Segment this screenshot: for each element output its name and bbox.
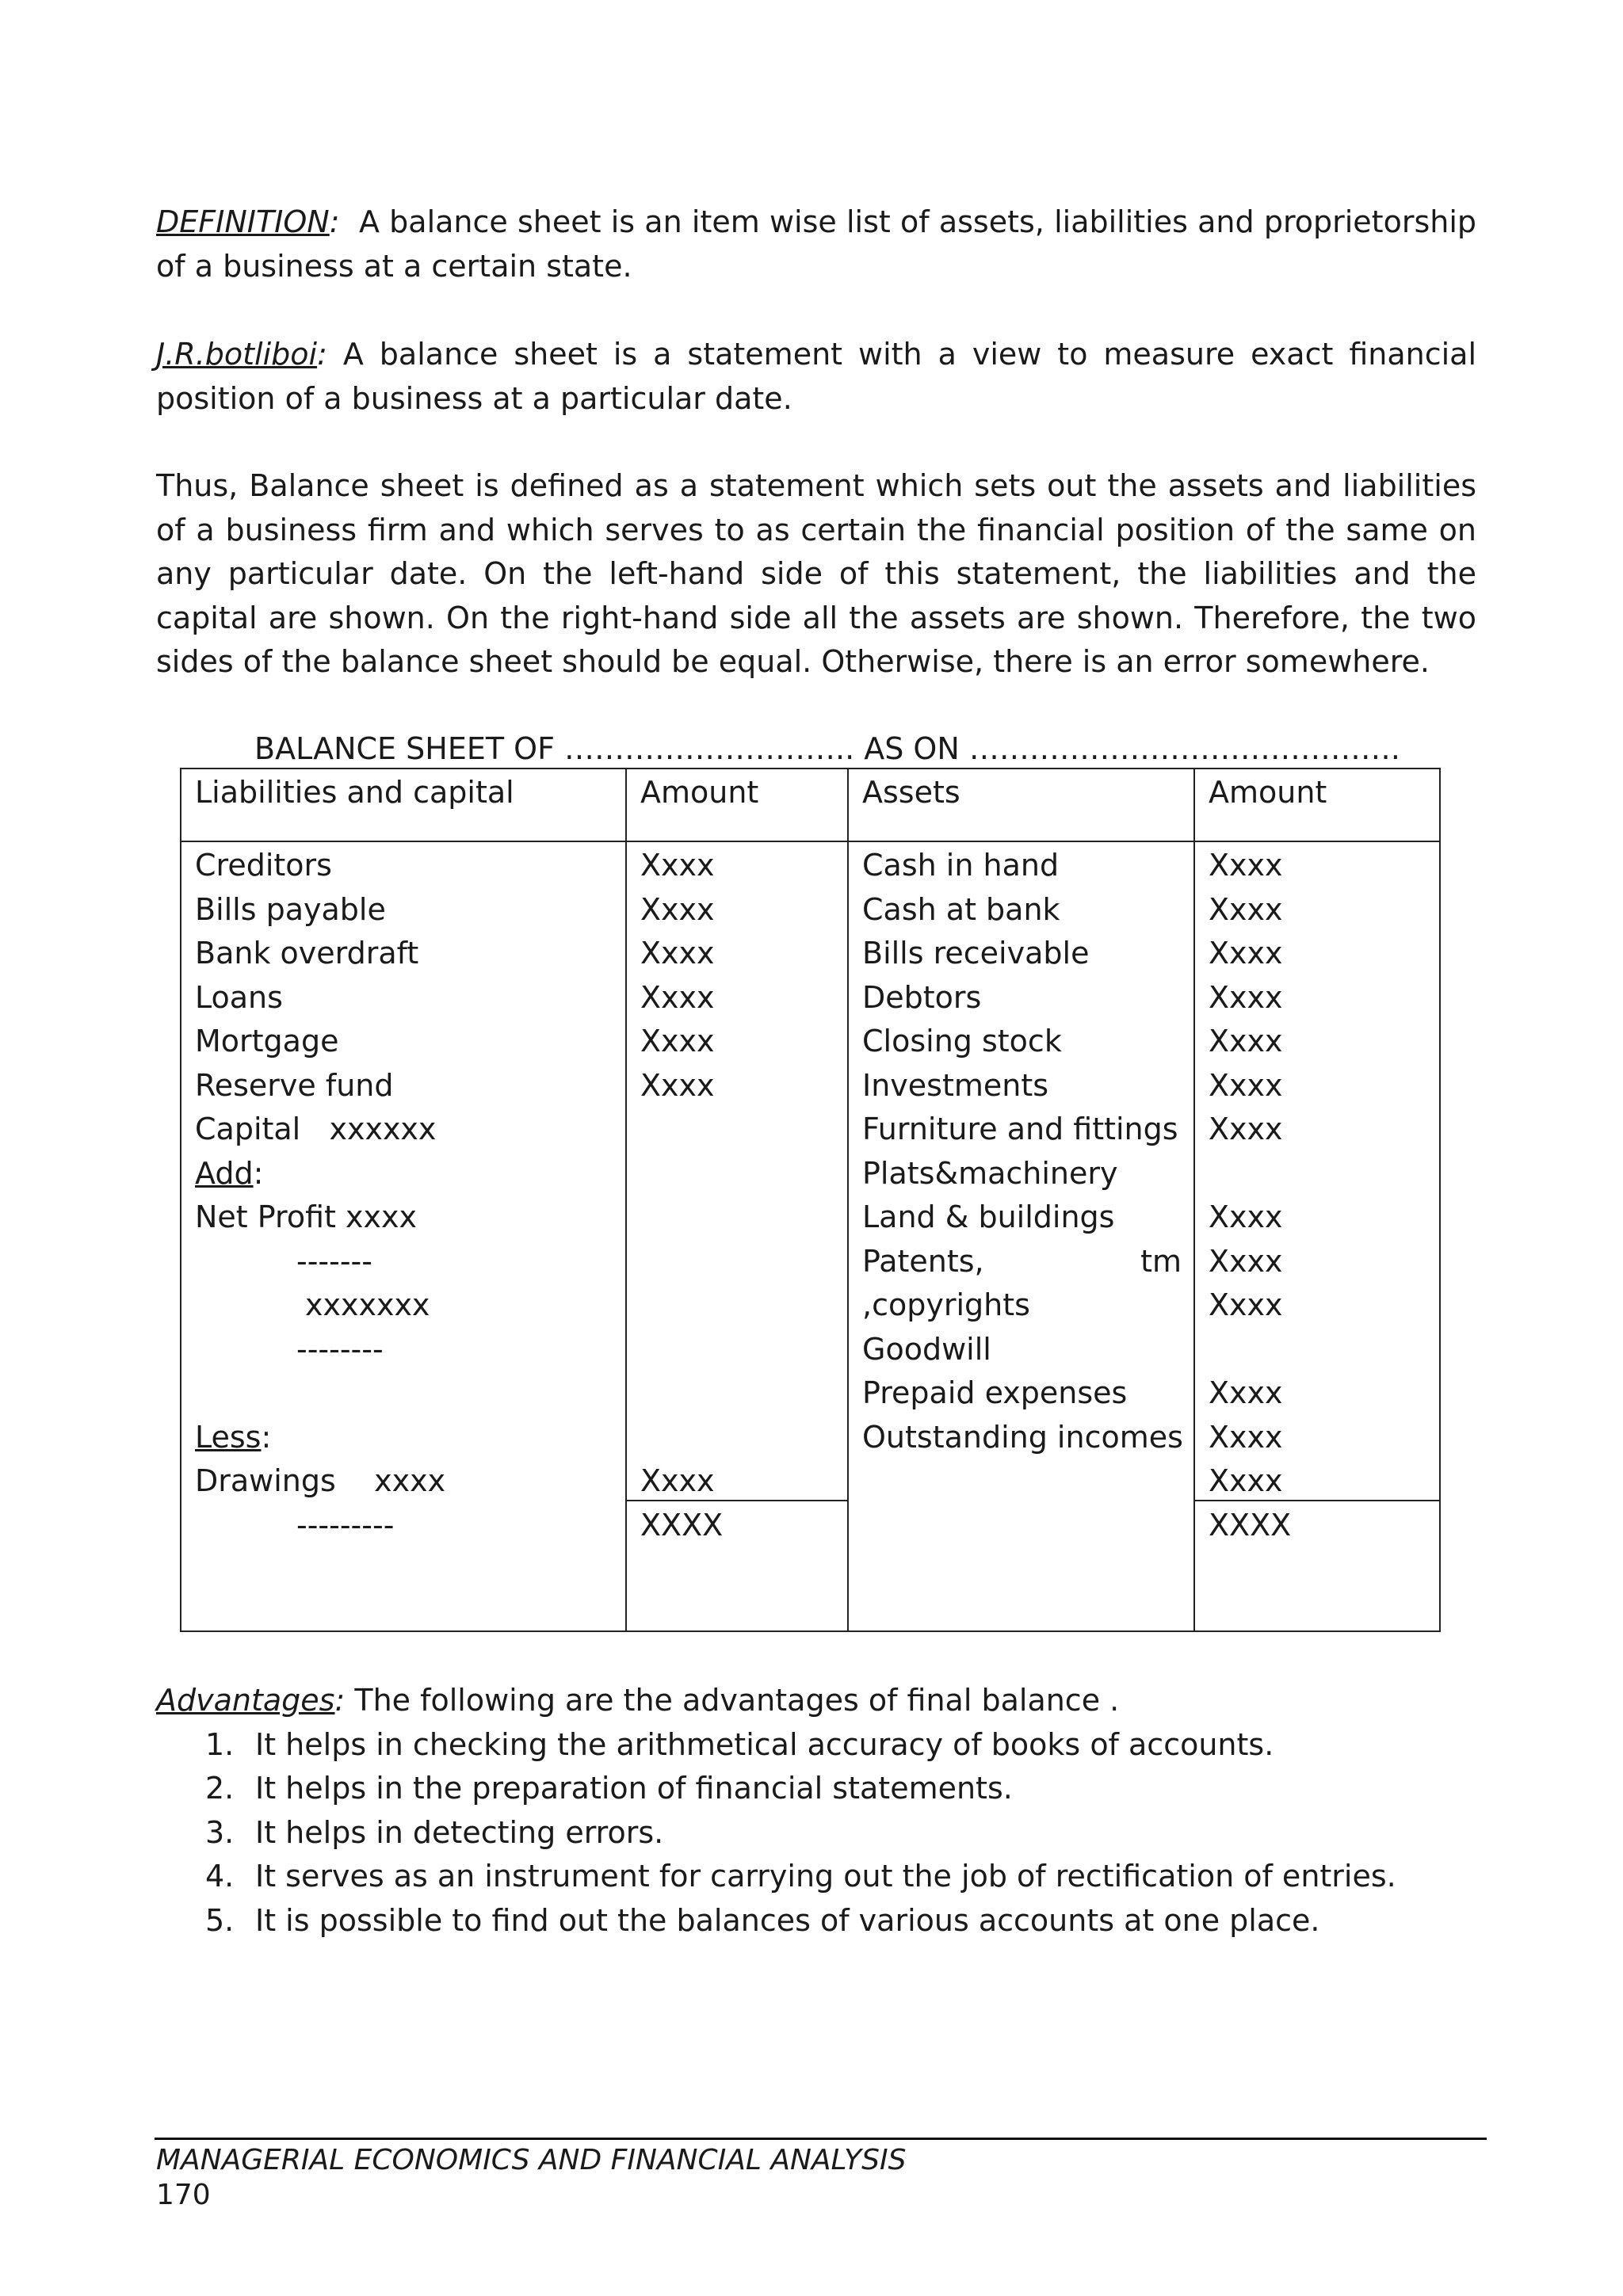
liability-total: XXXX xyxy=(640,1507,724,1543)
header-row-divider xyxy=(180,841,1441,842)
list-item-text: It helps in the preparation of financial statements. xyxy=(255,1771,1013,1806)
definition-paragraph xyxy=(156,200,1487,288)
amount-cell: Xxxx xyxy=(640,1024,715,1058)
list-number: 5. xyxy=(205,1902,235,1938)
amount-cell: Xxxx xyxy=(640,979,715,1015)
amount-cell: Xxxx xyxy=(1209,1199,1283,1234)
table-border-bottom xyxy=(180,1630,1441,1632)
advantages-intro: The following are the advantages of final balance . xyxy=(345,1683,1120,1718)
liability-item: Bank overdraft xyxy=(195,936,419,971)
amount-cell: Xxxx xyxy=(640,848,715,883)
amount-cell xyxy=(640,1152,838,1196)
amount-cell: Xxxx xyxy=(1209,848,1283,883)
advantages-section xyxy=(156,1679,1476,1943)
header-amount-liabilities: Amount xyxy=(640,775,759,810)
footer-title: MANAGERIAL ECONOMICS AND FINANCIAL ANALYSIS xyxy=(156,2144,907,2176)
asset-item: ,copyrights xyxy=(862,1287,1030,1322)
liability-item: Bills payable xyxy=(195,891,386,927)
list-number: 4. xyxy=(205,1859,235,1894)
botliboi-text: A balance sheet is a statement with a view to measure exact financial position of a business at a particular date. xyxy=(156,337,1476,416)
botliboi-paragraph xyxy=(156,333,1476,421)
list-item-text: It is possible to find out the balances of various accounts at one place. xyxy=(255,1902,1320,1938)
definition-label: DEFINITION xyxy=(156,204,330,239)
asset-item: Furniture and fittings xyxy=(862,1112,1178,1146)
liability-item: Loans xyxy=(195,979,283,1015)
add-row xyxy=(195,1152,615,1196)
add-colon: : xyxy=(253,1155,264,1191)
asset-item: Cash in hand xyxy=(862,848,1060,883)
liability-item: Capital xxxxxx xyxy=(195,1112,437,1146)
list-number: 1. xyxy=(205,1726,235,1762)
amount-cell xyxy=(640,1240,838,1284)
table-border-top xyxy=(180,768,1441,769)
definition-colon: : xyxy=(329,204,340,239)
botliboi-colon: : xyxy=(317,337,327,372)
amount-cell: Xxxx xyxy=(1209,1112,1283,1146)
header-assets: Assets xyxy=(862,775,960,810)
subtotal-text: xxxxxxx xyxy=(305,1287,430,1322)
amount-cell xyxy=(640,1108,838,1152)
asset-item: Plats&machinery xyxy=(862,1155,1118,1191)
list-item xyxy=(156,1855,1476,1899)
dash-line: --------- xyxy=(296,1507,395,1543)
list-item xyxy=(156,1811,1476,1855)
amount-cell xyxy=(640,1196,838,1240)
definition-text: A balance sheet is an item wise list of assets, liabilities and proprietorship of a business at a certain state. xyxy=(156,204,1487,284)
patents-suffix: tm xyxy=(1140,1243,1182,1279)
amount-cell xyxy=(1209,1152,1430,1196)
asset-item: Debtors xyxy=(862,979,982,1015)
add-label: Add xyxy=(195,1155,254,1191)
list-item xyxy=(156,1723,1476,1768)
amount-cell: Xxxx xyxy=(1209,1463,1283,1498)
amount-cell xyxy=(640,1371,838,1416)
list-item-text: It helps in checking the arithmetical accuracy of books of accounts. xyxy=(255,1726,1274,1762)
less-row xyxy=(195,1416,615,1460)
footer-divider xyxy=(155,2138,1487,2140)
advantages-heading xyxy=(156,1679,1476,1723)
amount-cell: Xxxx xyxy=(1209,891,1283,927)
amount-cell xyxy=(640,1416,838,1460)
thus-paragraph: Thus, Balance sheet is defined as a statement which sets out the assets and liabilities of a business firm and which serves to as certain the financial position of the same on any particular date. On the left-hand side of this statement, the liabilities and the capital are shown. On the right-hand side all the assets are shown. Therefore, the two sides of the balance sheet should be equal. Otherwise, there is an error somewhere. xyxy=(156,468,1476,679)
column-divider-1 xyxy=(625,768,627,1632)
amount-cell: Xxxx xyxy=(1209,1419,1283,1455)
header-amount-assets: Amount xyxy=(1209,775,1327,810)
column-divider-3 xyxy=(1193,768,1195,1632)
amount-cell: Xxxx xyxy=(1209,1287,1283,1322)
liability-amounts-column xyxy=(640,844,838,1547)
patents-row xyxy=(862,1240,1183,1284)
asset-total: XXXX xyxy=(1209,1507,1292,1543)
asset-item: Goodwill xyxy=(862,1331,991,1367)
amount-cell: Xxxx xyxy=(1209,936,1283,971)
asset-item: Cash at bank xyxy=(862,891,1060,927)
list-item-text: It helps in detecting errors. xyxy=(255,1814,664,1850)
advantages-list xyxy=(156,1723,1476,1943)
table-border-left xyxy=(180,768,181,1632)
column-divider-2 xyxy=(847,768,849,1632)
assets-column xyxy=(862,844,1183,1459)
less-colon: : xyxy=(261,1419,272,1455)
dash-line: ------- xyxy=(296,1243,372,1279)
amount-cell: Xxxx xyxy=(1209,1024,1283,1058)
liability-item: Drawings xxxx xyxy=(195,1463,446,1498)
asset-amounts-column xyxy=(1209,844,1430,1547)
liability-item: Net Profit xxxx xyxy=(195,1199,417,1234)
list-item xyxy=(156,1767,1476,1811)
liabilities-column xyxy=(195,844,615,1547)
liability-item: Reserve fund xyxy=(195,1067,394,1103)
balance-sheet-table xyxy=(180,768,1441,1632)
amount-cell: Xxxx xyxy=(640,936,715,971)
header-liabilities: Liabilities and capital xyxy=(195,775,514,810)
liability-item: Creditors xyxy=(195,848,332,883)
table-border-right xyxy=(1439,768,1441,1632)
asset-item: Investments xyxy=(862,1067,1049,1103)
amount-cell: Xxxx xyxy=(1209,979,1283,1015)
list-item xyxy=(156,1899,1476,1943)
botliboi-label: J.R.botliboi xyxy=(156,337,318,372)
asset-item: Patents, xyxy=(862,1243,984,1279)
amount-cell: Xxxx xyxy=(1209,1243,1283,1279)
amount-cell: Xxxx xyxy=(640,1067,715,1103)
amount-cell: Xxxx xyxy=(640,1463,715,1498)
asset-item: Bills receivable xyxy=(862,936,1090,971)
amount-cell xyxy=(640,1328,838,1372)
list-number: 2. xyxy=(205,1771,235,1806)
balance-sheet-title: BALANCE SHEET OF ……………………….. AS ON ……………………………………. xyxy=(254,731,1400,766)
asset-item: Land & buildings xyxy=(862,1199,1115,1234)
blank-row xyxy=(195,1371,615,1416)
advantages-colon: : xyxy=(334,1683,346,1718)
list-item-text: It serves as an instrument for carrying out the job of rectification of entries. xyxy=(255,1859,1396,1894)
liability-item: Mortgage xyxy=(195,1024,339,1058)
dash-line: -------- xyxy=(296,1331,384,1367)
amount-cell: Xxxx xyxy=(1209,1375,1283,1410)
amount-cell: Xxxx xyxy=(1209,1067,1283,1103)
asset-item: Closing stock xyxy=(862,1024,1062,1058)
advantages-label: Advantages xyxy=(156,1683,335,1718)
asset-item: Outstanding incomes xyxy=(862,1419,1183,1455)
list-number: 3. xyxy=(205,1814,235,1850)
less-label: Less xyxy=(195,1419,262,1455)
asset-item: Prepaid expenses xyxy=(862,1375,1128,1410)
amount-cell: Xxxx xyxy=(640,891,715,927)
page-number: 170 xyxy=(156,2179,211,2211)
amount-cell xyxy=(1209,1328,1430,1372)
amount-cell xyxy=(640,1283,838,1328)
